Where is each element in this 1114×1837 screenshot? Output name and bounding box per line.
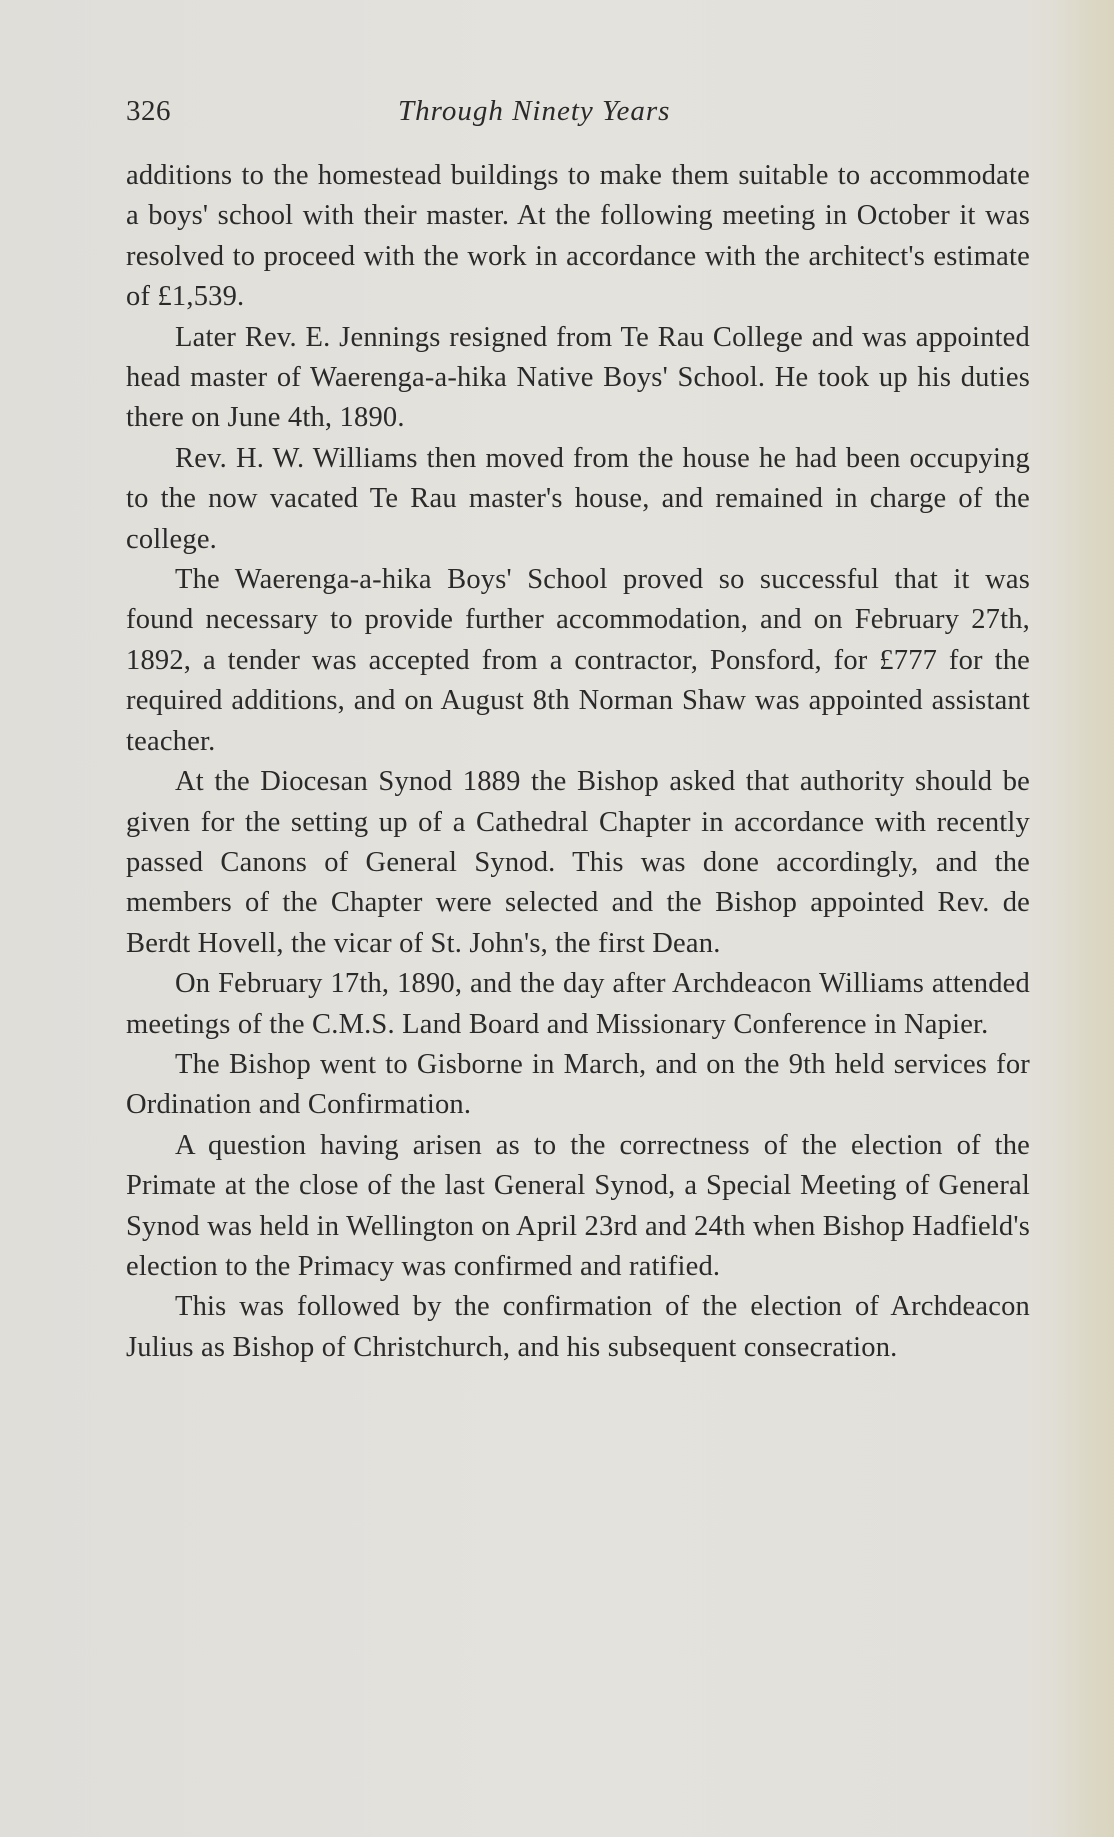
paragraph-boys-school: The Waerenga-a-hika Boys' School proved so successful that it was found necessary to provide further accommodation, and on February 27th, 1892, a tender was accepted from a contractor, Ponsford, for £777 for the required additions, and on August 8th Norman Shaw was appointed assistant teacher. bbox=[126, 564, 1030, 757]
paragraph-diocesan-synod: At the Diocesan Synod 1889 the Bishop asked that authority should be given for the setting up of a Cathedral Chapter in accordance with recently passed Canons of General Synod. This was done accordingly, and the members of the Chapter were selected and the Bishop appointed Rev. de Berdt Hovell, the vicar of St. John's, the first Dean. bbox=[126, 766, 1030, 959]
paragraph-williams-house: Rev. H. W. Williams then moved from the house he had been occupying to the now vacated Te Rau master's house, and remained in charge of the college. bbox=[126, 442, 1030, 555]
running-header bbox=[126, 90, 1026, 132]
body-text bbox=[126, 156, 1030, 1368]
paragraph-napier-meetings: On February 17th, 1890, and the day after Archdeacon Williams attended meetings of the C.M.S. Land Board and Missionary Conference in Napier. bbox=[126, 968, 1030, 1040]
paragraph-primate-election: A question having arisen as to the correctness of the election of the Primate at the close of the last General Synod, a Special Meeting of General Synod was held in Wellington on April 23rd and 24th when Bishop Hadfield's election to the Primacy was confirmed and ratified. bbox=[126, 1129, 1030, 1282]
paragraph-jennings: Later Rev. E. Jennings resigned from Te Rau College and was appointed head master of Waerenga-a-hika Native Boys' School. He took up his duties there on June 4th, 1890. bbox=[126, 321, 1030, 434]
paragraph-continued: additions to the homestead buildings to make them suitable to accommodate a boys' school with their master. At the following meeting in October it was resolved to proceed with the work in accordance with the architect's estimate of £1,539. bbox=[126, 160, 1030, 313]
paragraph-gisborne: The Bishop went to Gisborne in March, and on the 9th held services for Ordination and Confirmation. bbox=[126, 1048, 1030, 1121]
running-title: Through Ninety Years bbox=[398, 95, 671, 127]
page-number: 326 bbox=[126, 95, 171, 127]
page-edge-shading bbox=[1054, 0, 1114, 1837]
paragraph-christchurch: This was followed by the confirmation of the election of Archdeacon Julius as Bishop of Christchurch, and his subsequent consecration. bbox=[126, 1291, 1030, 1363]
